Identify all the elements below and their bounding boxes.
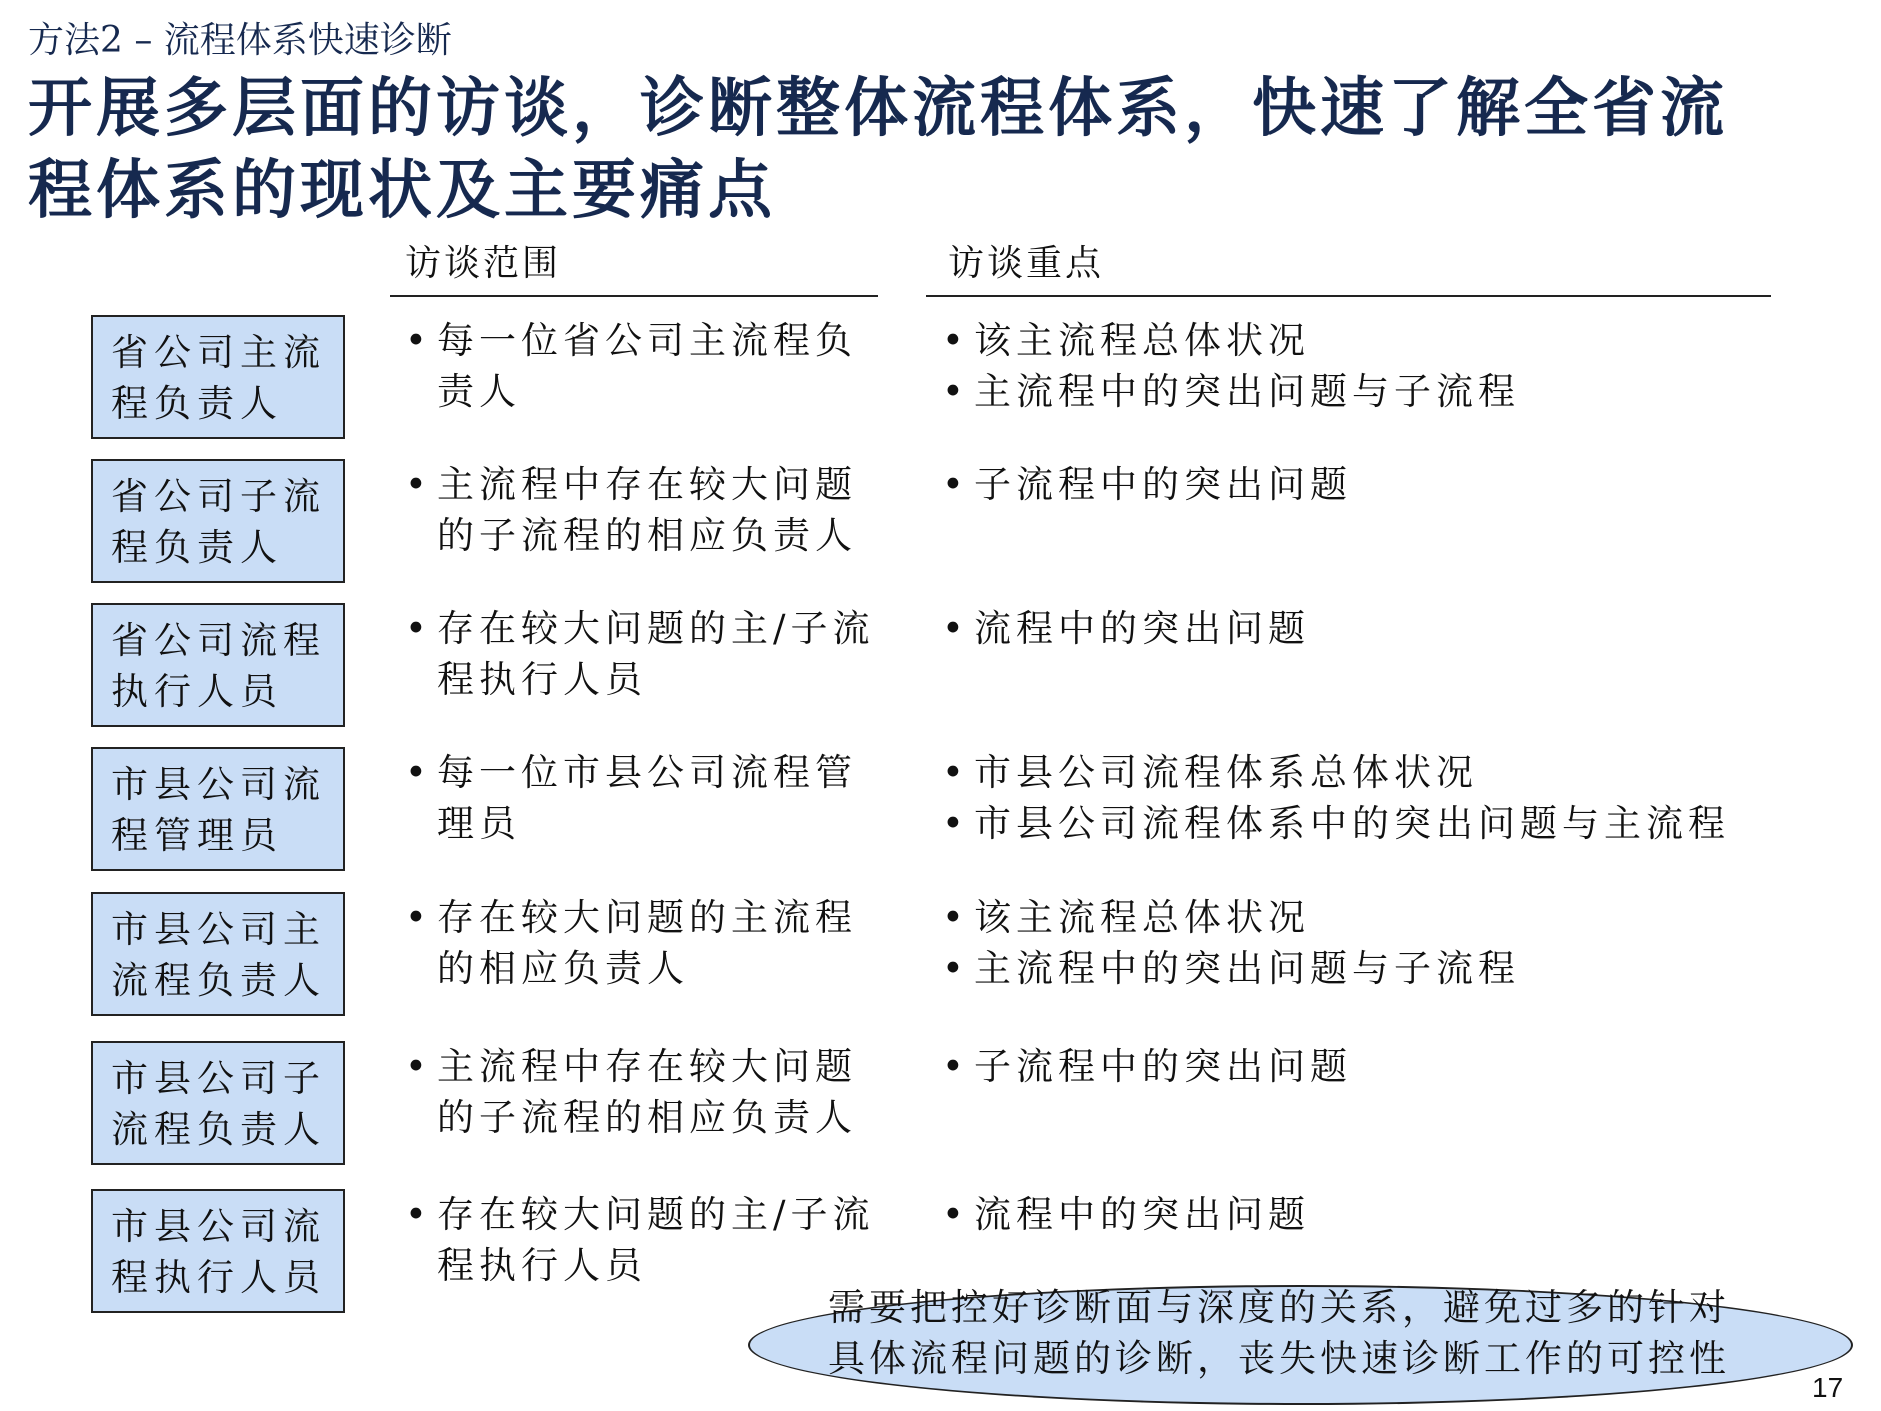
role-box	[91, 747, 345, 871]
role-label-line: 市县公司主	[111, 908, 326, 951]
focus-bullet-list	[942, 1189, 1792, 1240]
focus-heading-rule	[926, 295, 1771, 297]
focus-bullet-list	[942, 603, 1792, 654]
focus-bullet-line: • 该主流程总体状况	[974, 319, 1310, 362]
scope-bullet-list	[405, 459, 885, 561]
title-line-2: 程体系的现状及主要痛点	[28, 153, 776, 228]
role-label-line: 执行人员	[111, 670, 283, 713]
scope-column-heading: 访谈范围	[405, 243, 562, 284]
scope-heading-rule	[390, 295, 878, 297]
focus-bullet	[942, 892, 1792, 943]
scope-bullet-line: 的子流程的相应负责人	[437, 514, 857, 557]
scope-bullet-line: 的子流程的相应负责人	[437, 1096, 857, 1139]
focus-bullet-list	[942, 892, 1792, 994]
focus-bullet	[942, 366, 1792, 417]
focus-bullet-list	[942, 459, 1792, 510]
callout-line-1: 需要把控好诊断面与深度的关系，避免过多的针对	[828, 1286, 1730, 1329]
table-row	[0, 892, 1881, 1017]
role-label-line: 省公司子流	[111, 475, 326, 518]
focus-bullet	[942, 315, 1792, 366]
scope-bullet	[405, 747, 885, 849]
table-row	[0, 459, 1881, 584]
focus-bullet-line: • 子流程中的突出问题	[974, 463, 1352, 506]
role-box	[91, 459, 345, 583]
focus-bullet-line: • 市县公司流程体系中的突出问题与主流程	[974, 802, 1730, 845]
scope-bullet-line: • 每一位市县公司流程管	[437, 751, 857, 794]
scope-bullet-line: 理员	[437, 802, 521, 845]
callout-line-2: 具体流程问题的诊断，丧失快速诊断工作的可控性	[828, 1337, 1730, 1380]
role-label-line: 省公司流程	[111, 619, 326, 662]
scope-bullet	[405, 315, 885, 417]
scope-bullet	[405, 1041, 885, 1143]
scope-bullet-line: 的相应负责人	[437, 947, 689, 990]
scope-bullet-list	[405, 892, 885, 994]
role-label-line: 市县公司流	[111, 763, 326, 806]
scope-bullet-line: 程执行人员	[437, 1244, 647, 1287]
scope-bullet	[405, 1189, 885, 1291]
focus-bullet-list	[942, 747, 1792, 849]
scope-bullet-line: 责人	[437, 370, 521, 413]
focus-bullet	[942, 747, 1792, 798]
role-label-line: 省公司主流	[111, 331, 326, 374]
focus-bullet	[942, 798, 1792, 849]
scope-bullet-list	[405, 315, 885, 417]
section-kicker: 方法2 – 流程体系快速诊断	[28, 20, 452, 61]
scope-bullet	[405, 459, 885, 561]
role-box	[91, 315, 345, 439]
role-label-line: 程执行人员	[111, 1256, 326, 1299]
scope-bullet-list	[405, 747, 885, 849]
scope-bullet-line: • 主流程中存在较大问题	[437, 463, 857, 506]
focus-bullet	[942, 459, 1792, 510]
scope-bullet-line: • 存在较大问题的主/子流	[437, 1193, 875, 1236]
role-box	[91, 892, 345, 1016]
focus-column-heading: 访谈重点	[948, 243, 1105, 284]
role-label-line: 程负责人	[111, 382, 283, 425]
scope-bullet-list	[405, 603, 885, 705]
focus-bullet-line: • 子流程中的突出问题	[974, 1045, 1352, 1088]
focus-bullet	[942, 1189, 1792, 1240]
focus-bullet-list	[942, 315, 1792, 417]
scope-bullet-line: • 主流程中存在较大问题	[437, 1045, 857, 1088]
role-label-line: 程管理员	[111, 814, 283, 857]
scope-bullet-line: 程执行人员	[437, 658, 647, 701]
role-label-line: 流程负责人	[111, 1108, 326, 1151]
title-line-1: 开展多层面的访谈，诊断整体流程体系，快速了解全省流	[28, 71, 1728, 146]
role-label-line: 市县公司流	[111, 1205, 326, 1248]
focus-bullet-line: • 主流程中的突出问题与子流程	[974, 370, 1520, 413]
focus-bullet-line: • 流程中的突出问题	[974, 1193, 1310, 1236]
page-title	[28, 68, 1828, 232]
scope-bullet-line: • 每一位省公司主流程负	[437, 319, 857, 362]
scope-bullet-list	[405, 1189, 885, 1291]
role-box	[91, 1189, 345, 1313]
callout-text	[828, 1282, 1730, 1384]
table-row	[0, 1041, 1881, 1166]
scope-bullet-line: • 存在较大问题的主/子流	[437, 607, 875, 650]
scope-bullet	[405, 603, 885, 705]
table-row	[0, 747, 1881, 872]
role-label-line: 流程负责人	[111, 959, 326, 1002]
focus-bullet	[942, 603, 1792, 654]
scope-bullet-list	[405, 1041, 885, 1143]
role-label-line: 程负责人	[111, 526, 283, 569]
page-number: 17	[1812, 1372, 1844, 1403]
focus-bullet	[942, 1041, 1792, 1092]
role-box	[91, 603, 345, 727]
focus-bullet-line: • 流程中的突出问题	[974, 607, 1310, 650]
role-label-line: 市县公司子	[111, 1057, 326, 1100]
focus-bullet-line: • 主流程中的突出问题与子流程	[974, 947, 1520, 990]
table-row	[0, 315, 1881, 440]
focus-bullet-list	[942, 1041, 1792, 1092]
scope-bullet-line: • 存在较大问题的主流程	[437, 896, 857, 939]
focus-bullet-line: • 市县公司流程体系总体状况	[974, 751, 1478, 794]
scope-bullet	[405, 892, 885, 994]
focus-bullet	[942, 943, 1792, 994]
focus-bullet-line: • 该主流程总体状况	[974, 896, 1310, 939]
table-row	[0, 603, 1881, 728]
role-box	[91, 1041, 345, 1165]
